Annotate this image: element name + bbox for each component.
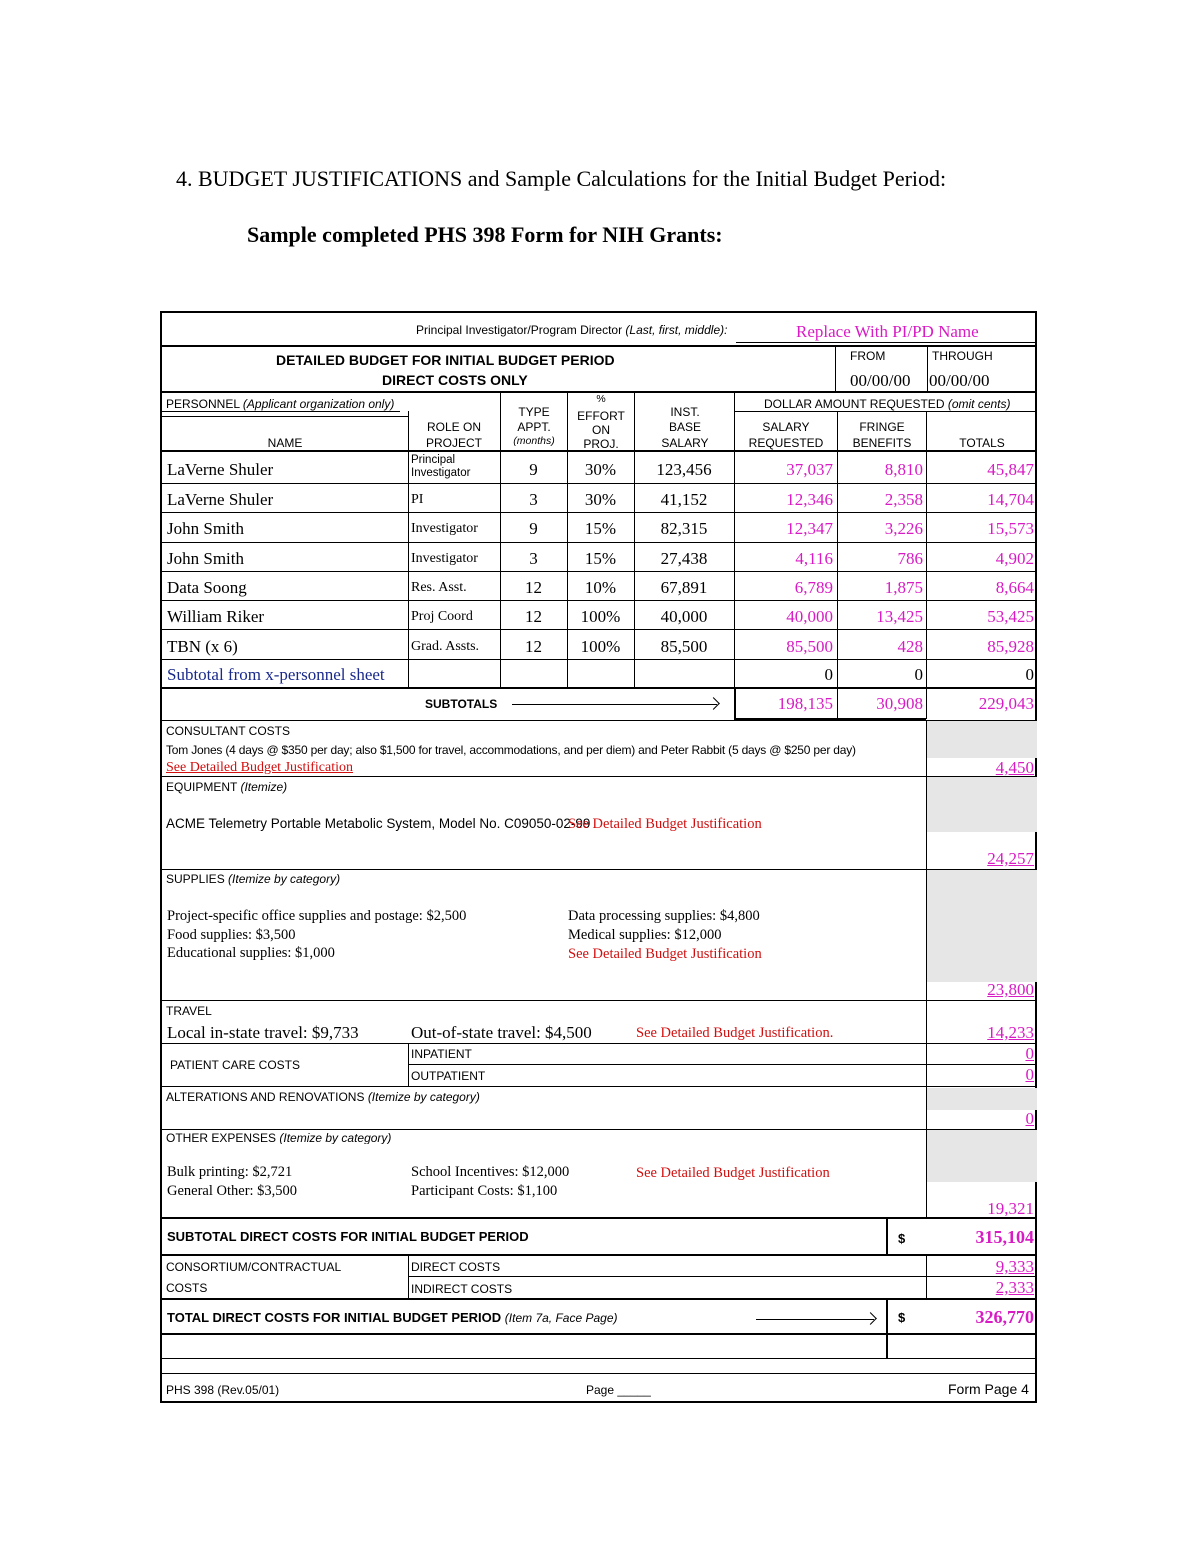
col-effort-1: EFFORT bbox=[577, 409, 625, 423]
travel-justification-link[interactable]: See Detailed Budget Justification. bbox=[636, 1025, 834, 1041]
col-totals: TOTALS bbox=[959, 436, 1005, 450]
personnel-role: Res. Asst. bbox=[411, 580, 467, 595]
personnel-role: Investigator bbox=[411, 551, 478, 566]
col-fringe-2: BENEFITS bbox=[852, 436, 912, 450]
personnel-name: John Smith bbox=[167, 549, 244, 568]
personnel-salary: 37,037 bbox=[786, 460, 833, 479]
through-date: 00/00/00 bbox=[929, 371, 990, 390]
personnel-type: 9 bbox=[529, 460, 538, 479]
personnel-total: 4,902 bbox=[995, 549, 1034, 568]
consortium-indirect-value: 2,333 bbox=[995, 1278, 1034, 1297]
personnel-salary: 6,789 bbox=[794, 578, 833, 597]
supplies-item: Educational supplies: $1,000 bbox=[167, 945, 335, 961]
travel-total: 14,233 bbox=[987, 1023, 1034, 1042]
personnel-name: LaVerne Shuler bbox=[167, 490, 274, 509]
subtotal-direct-currency: $ bbox=[898, 1231, 906, 1246]
total-direct-label: TOTAL DIRECT COSTS FOR INITIAL BUDGET PERIOD (Item 7a, Face Page) bbox=[167, 1310, 618, 1325]
personnel-fringe: 1,875 bbox=[884, 578, 923, 597]
supplies-item: Project-specific office supplies and postage: $2,500 bbox=[167, 908, 467, 924]
supplies-total: 23,800 bbox=[987, 980, 1034, 999]
personnel-effort: 30% bbox=[584, 490, 617, 509]
col-salary-2: REQUESTED bbox=[748, 436, 824, 450]
form-title: DETAILED BUDGET FOR INITIAL BUDGET PERIOD bbox=[276, 352, 615, 368]
personnel-total: 53,425 bbox=[987, 607, 1034, 626]
subtotal-sheet-label: Subtotal from x-personnel sheet bbox=[167, 665, 385, 684]
personnel-total: 14,704 bbox=[987, 490, 1034, 509]
alterations-label: ALTERATIONS AND RENOVATIONS (Itemize by category) bbox=[166, 1090, 480, 1104]
personnel-type: 3 bbox=[529, 490, 538, 509]
personnel-fringe: 8,810 bbox=[884, 460, 923, 479]
other-item: School Incentives: $12,000 bbox=[411, 1164, 570, 1180]
other-total: 19,321 bbox=[987, 1200, 1034, 1216]
col-type-2: APPT. bbox=[517, 420, 551, 434]
personnel-effort: 100% bbox=[580, 607, 621, 626]
personnel-total: 8,664 bbox=[995, 578, 1034, 597]
from-label: FROM bbox=[850, 349, 886, 363]
total-direct-value: 326,770 bbox=[975, 1307, 1034, 1327]
personnel-effort: 100% bbox=[580, 637, 621, 656]
col-type-3: (months) bbox=[513, 436, 555, 446]
page-subtitle: Sample completed PHS 398 Form for NIH Grants: bbox=[247, 222, 723, 247]
equipment-justification-link[interactable]: See Detailed Budget Justification bbox=[568, 816, 762, 832]
personnel-fringe: 428 bbox=[897, 637, 923, 656]
personnel-name: TBN (x 6) bbox=[167, 637, 238, 656]
subtotal-direct-label: SUBTOTAL DIRECT COSTS FOR INITIAL BUDGET PERIOD bbox=[167, 1229, 529, 1244]
consortium-indirect-label: INDIRECT COSTS bbox=[411, 1282, 513, 1296]
col-role-2: PROJECT bbox=[425, 436, 482, 450]
supplies-label: SUPPLIES (Itemize by category) bbox=[166, 872, 341, 886]
personnel-base: 123,456 bbox=[656, 460, 712, 479]
personnel-salary: 12,346 bbox=[786, 490, 833, 509]
personnel-name: Data Soong bbox=[167, 578, 247, 597]
personnel-role: PI bbox=[411, 492, 424, 507]
personnel-name: John Smith bbox=[167, 519, 244, 538]
personnel-salary: 40,000 bbox=[786, 607, 833, 626]
personnel-type: 12 bbox=[525, 607, 542, 626]
personnel-fringe: 2,358 bbox=[884, 490, 923, 509]
personnel-fringe: 3,226 bbox=[884, 519, 923, 538]
inpatient-total: 0 bbox=[1025, 1044, 1034, 1063]
col-effort-0: % bbox=[596, 393, 606, 405]
consultant-total: 4,450 bbox=[995, 758, 1034, 777]
from-date: 00/00/00 bbox=[850, 371, 911, 390]
travel-label: TRAVEL bbox=[166, 1004, 212, 1018]
personnel-role: Investigator bbox=[411, 521, 478, 536]
alterations-total: 0 bbox=[1025, 1109, 1034, 1128]
travel-out-of-state: Out-of-state travel: $4,500 bbox=[411, 1023, 592, 1042]
personnel-total: 45,847 bbox=[987, 460, 1034, 479]
personnel-effort: 15% bbox=[584, 549, 617, 568]
personnel-salary: 4,116 bbox=[795, 549, 833, 568]
personnel-role: Grad. Assts. bbox=[411, 639, 480, 654]
supplies-item: Medical supplies: $12,000 bbox=[568, 927, 722, 943]
personnel-base: 40,000 bbox=[660, 607, 708, 626]
personnel-base: 41,152 bbox=[660, 490, 708, 509]
subtotals-total: 229,043 bbox=[978, 694, 1034, 713]
section-heading: 4. BUDGET JUSTIFICATIONS and Sample Calculations for the Initial Budget Period: bbox=[176, 166, 947, 191]
personnel-base: 85,500 bbox=[660, 637, 708, 656]
dollar-label: DOLLAR AMOUNT REQUESTED (omit cents) bbox=[764, 397, 1011, 411]
subtotal-sheet-fringe: 0 bbox=[914, 665, 923, 684]
personnel-name: William Riker bbox=[167, 607, 265, 626]
consortium-direct-value: 9,333 bbox=[995, 1257, 1034, 1276]
subtotal-sheet-total: 0 bbox=[1025, 665, 1034, 684]
equipment-item: ACME Telemetry Portable Metabolic System, Model No. C09050-02-99 bbox=[166, 816, 591, 831]
other-item: Bulk printing: $2,721 bbox=[167, 1164, 293, 1180]
supplies-item: Data processing supplies: $4,800 bbox=[568, 908, 760, 924]
personnel-name: LaVerne Shuler bbox=[167, 460, 274, 479]
col-effort-3: PROJ. bbox=[583, 438, 619, 448]
col-type-1: TYPE bbox=[518, 405, 550, 419]
personnel-type: 12 bbox=[525, 578, 542, 597]
consultant-text: Tom Jones (4 days @ $350 per day; also $1,500 for travel, accommodations, and per diem) and Peter Rabbit (5 days @ $250 per day) bbox=[166, 744, 856, 757]
equipment-label: EQUIPMENT (Itemize) bbox=[166, 780, 288, 794]
other-item: General Other: $3,500 bbox=[167, 1183, 298, 1199]
personnel-effort: 10% bbox=[584, 578, 617, 597]
personnel-fringe: 13,425 bbox=[876, 607, 923, 626]
consultant-justification-link[interactable]: See Detailed Budget Justification bbox=[166, 760, 354, 775]
supplies-item: Food supplies: $3,500 bbox=[167, 927, 296, 943]
consortium-label-1: CONSORTIUM/CONTRACTUAL bbox=[166, 1260, 342, 1274]
col-fringe-1: FRINGE bbox=[859, 420, 905, 434]
form-page-number: Form Page 4 bbox=[948, 1381, 1029, 1397]
page-label: Page _____ bbox=[586, 1383, 651, 1397]
personnel-total: 85,928 bbox=[987, 637, 1034, 656]
col-inst-3: SALARY bbox=[661, 437, 709, 448]
outpatient-total: 0 bbox=[1025, 1065, 1034, 1084]
travel-local: Local in-state travel: $9,733 bbox=[167, 1023, 359, 1042]
subtotals-salary: 198,135 bbox=[777, 694, 833, 713]
personnel-type: 9 bbox=[529, 519, 538, 538]
personnel-role: Proj Coord bbox=[411, 609, 473, 624]
personnel-role: Principal Investigator bbox=[411, 454, 471, 479]
col-effort-2: ON bbox=[592, 423, 610, 437]
col-role-1: ROLE ON bbox=[426, 420, 481, 434]
consortium-direct-label: DIRECT COSTS bbox=[411, 1260, 501, 1274]
personnel-salary: 12,347 bbox=[786, 519, 833, 538]
personnel-type: 12 bbox=[525, 637, 542, 656]
pi-label: Principal Investigator/Program Director (Last, first, middle): bbox=[416, 323, 728, 337]
personnel-fringe: 786 bbox=[897, 549, 923, 568]
through-label: THROUGH bbox=[932, 349, 993, 363]
other-item: Participant Costs: $1,100 bbox=[411, 1183, 558, 1199]
col-salary-1: SALARY bbox=[762, 420, 810, 434]
personnel-base: 82,315 bbox=[660, 519, 708, 538]
personnel-effort: 15% bbox=[584, 519, 617, 538]
patient-care-label: PATIENT CARE COSTS bbox=[170, 1058, 301, 1072]
consultant-label: CONSULTANT COSTS bbox=[166, 724, 291, 738]
col-inst-2: BASE bbox=[668, 420, 701, 434]
col-name: NAME bbox=[267, 436, 303, 450]
personnel-total: 15,573 bbox=[987, 519, 1034, 538]
inpatient-label: INPATIENT bbox=[411, 1047, 472, 1061]
subtotals-label: SUBTOTALS bbox=[425, 697, 498, 711]
subtotal-direct-value: 315,104 bbox=[975, 1227, 1034, 1247]
equipment-total: 24,257 bbox=[987, 849, 1034, 868]
outpatient-label: OUTPATIENT bbox=[411, 1069, 486, 1083]
personnel-label: PERSONNEL (Applicant organization only) bbox=[166, 397, 395, 411]
personnel-effort: 30% bbox=[584, 460, 617, 479]
col-inst-1: INST. bbox=[670, 405, 700, 419]
total-direct-currency: $ bbox=[898, 1310, 906, 1325]
pi-name: Replace With PI/PD Name bbox=[796, 322, 979, 341]
other-expenses-label: OTHER EXPENSES (Itemize by category) bbox=[166, 1132, 392, 1144]
form-subtitle: DIRECT COSTS ONLY bbox=[382, 372, 528, 388]
budget-form bbox=[160, 311, 1037, 1403]
personnel-salary: 85,500 bbox=[786, 637, 833, 656]
supplies-justification-link[interactable]: See Detailed Budget Justification bbox=[568, 946, 762, 962]
other-justification-link[interactable]: See Detailed Budget Justification bbox=[636, 1165, 830, 1181]
personnel-base: 67,891 bbox=[660, 578, 708, 597]
form-id: PHS 398 (Rev.05/01) bbox=[166, 1383, 280, 1397]
consortium-label-2: COSTS bbox=[166, 1281, 208, 1295]
personnel-base: 27,438 bbox=[660, 549, 708, 568]
personnel-type: 3 bbox=[529, 549, 538, 568]
subtotal-sheet-salary: 0 bbox=[824, 665, 833, 684]
subtotals-fringe: 30,908 bbox=[876, 694, 923, 713]
